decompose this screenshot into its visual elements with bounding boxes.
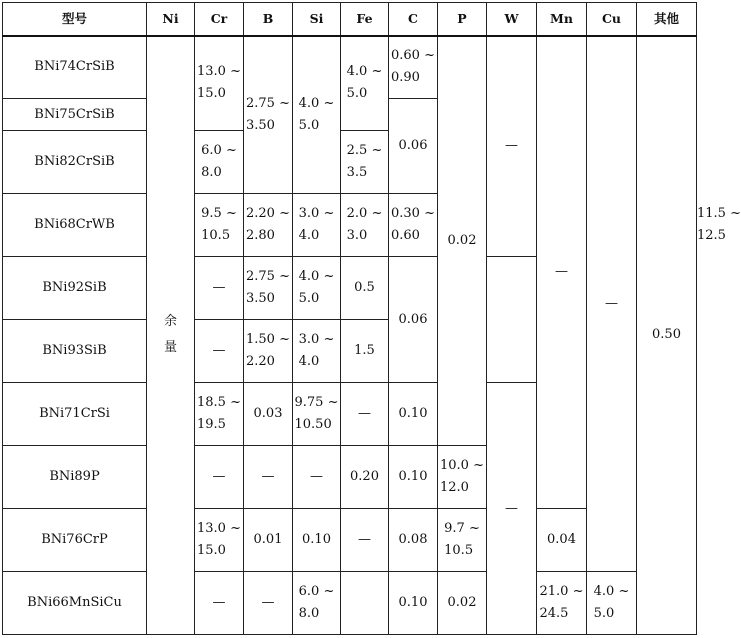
w-cell bbox=[487, 257, 537, 383]
fe-cell: 2.0 ~ 3.0 bbox=[341, 194, 389, 257]
mn-cell: 21.0 ~ 24.5 bbox=[537, 572, 587, 635]
fe-cell: — bbox=[341, 509, 389, 572]
si-cell: 6.0 ~ 8.0 bbox=[293, 572, 341, 635]
header-ni: Ni bbox=[147, 3, 195, 36]
c-cell: 0.06 bbox=[389, 99, 438, 194]
cr-cell: — bbox=[195, 257, 244, 320]
header-cr: Cr bbox=[195, 3, 244, 36]
table-row: BNi68CrWB 9.5 ~ 10.5 2.20 ~ 2.80 3.0 ~ 4.0 2.0 ~ 3.0 0.30 ~ 0.60 11.5 ~ 12.5 bbox=[3, 194, 697, 257]
c-cell: 0.10 bbox=[389, 383, 438, 446]
fe-cell: — bbox=[341, 383, 389, 446]
fe-cell: 2.5 ~ 3.5 bbox=[341, 131, 389, 194]
other-cell: 0.50 bbox=[637, 36, 697, 635]
grade-cell: BNi89P bbox=[3, 446, 147, 509]
cr-cell: 13.0 ~ 15.0 bbox=[195, 36, 244, 131]
grade-cell: BNi93SiB bbox=[3, 320, 147, 383]
b-cell: 2.75 ~ 3.50 bbox=[244, 257, 293, 320]
grade-cell: BNi75CrSiB bbox=[3, 99, 147, 131]
c-cell: 0.06 bbox=[389, 257, 438, 383]
c-cell: 0.60 ~ 0.90 bbox=[389, 36, 438, 99]
c-cell: 0.10 bbox=[389, 446, 438, 509]
b-cell: 2.20 ~ 2.80 bbox=[244, 194, 293, 257]
cr-cell: — bbox=[195, 572, 244, 635]
cu-cell: — bbox=[587, 36, 637, 572]
si-cell: 3.0 ~ 4.0 bbox=[293, 320, 341, 383]
cr-cell: 13.0 ~ 15.0 bbox=[195, 509, 244, 572]
header-fe: Fe bbox=[341, 3, 389, 36]
si-cell: 4.0 ~ 5.0 bbox=[293, 257, 341, 320]
si-cell: 4.0 ~ 5.0 bbox=[293, 36, 341, 194]
b-cell: 0.01 bbox=[244, 509, 293, 572]
table-row bbox=[3, 36, 697, 99]
ni-cell: 余 量 bbox=[147, 36, 195, 635]
grade-cell: BNi92SiB bbox=[3, 257, 147, 320]
table-row bbox=[3, 572, 697, 635]
cr-cell: 6.0 ~ 8.0 bbox=[195, 131, 244, 194]
fe-cell bbox=[341, 572, 389, 635]
si-cell: 0.10 bbox=[293, 509, 341, 572]
grade-cell: BNi82CrSiB bbox=[3, 131, 147, 194]
w-cell: — bbox=[487, 36, 537, 257]
fe-cell: 1.5 bbox=[341, 320, 389, 383]
p-cell: 0.02 bbox=[438, 36, 487, 446]
grade-cell: BNi74CrSiB bbox=[3, 36, 147, 99]
header-c: C bbox=[389, 3, 438, 36]
cu-cell: 4.0 ~ 5.0 bbox=[587, 572, 637, 635]
b-cell: 1.50 ~ 2.20 bbox=[244, 320, 293, 383]
composition-table bbox=[2, 2, 741, 635]
p-cell: 10.0 ~ 12.0 bbox=[438, 446, 487, 509]
cr-cell: 18.5 ~ 19.5 bbox=[195, 383, 244, 446]
b-cell: 2.75 ~ 3.50 bbox=[244, 36, 293, 194]
si-cell: — bbox=[293, 446, 341, 509]
grade-cell: BNi68CrWB bbox=[3, 194, 147, 257]
w-cell: — bbox=[487, 383, 537, 635]
header-row bbox=[3, 3, 697, 36]
si-cell: 3.0 ~ 4.0 bbox=[293, 194, 341, 257]
mn-cell: 0.04 bbox=[537, 509, 587, 572]
grade-cell: BNi66MnSiCu bbox=[3, 572, 147, 635]
fe-cell: 0.20 bbox=[341, 446, 389, 509]
fe-cell: 0.5 bbox=[341, 257, 389, 320]
mn-cell: — bbox=[537, 36, 587, 509]
p-cell: 9.7 ~ 10.5 bbox=[438, 509, 487, 572]
c-cell: 0.10 bbox=[389, 572, 438, 635]
c-cell: 0.08 bbox=[389, 509, 438, 572]
b-cell: 0.03 bbox=[244, 383, 293, 446]
grade-cell: BNi76CrP bbox=[3, 509, 147, 572]
header-cu: Cu bbox=[587, 3, 637, 36]
cr-cell: — bbox=[195, 320, 244, 383]
header-b: B bbox=[244, 3, 293, 36]
header-p: P bbox=[438, 3, 487, 36]
header-si: Si bbox=[293, 3, 341, 36]
cr-cell: — bbox=[195, 446, 244, 509]
header-mn: Mn bbox=[537, 3, 587, 36]
header-grade: 型号 bbox=[3, 3, 147, 36]
c-cell: 0.30 ~ 0.60 bbox=[389, 194, 438, 257]
grade-cell: BNi71CrSi bbox=[3, 383, 147, 446]
b-cell: — bbox=[244, 446, 293, 509]
si-cell: 9.75 ~ 10.50 bbox=[293, 383, 341, 446]
header-other: 其他 bbox=[637, 3, 697, 36]
b-cell: — bbox=[244, 572, 293, 635]
header-w: W bbox=[487, 3, 537, 36]
p-cell: 0.02 bbox=[438, 572, 487, 635]
fe-cell: 4.0 ~ 5.0 bbox=[341, 36, 389, 131]
cr-cell: 9.5 ~ 10.5 bbox=[195, 194, 244, 257]
